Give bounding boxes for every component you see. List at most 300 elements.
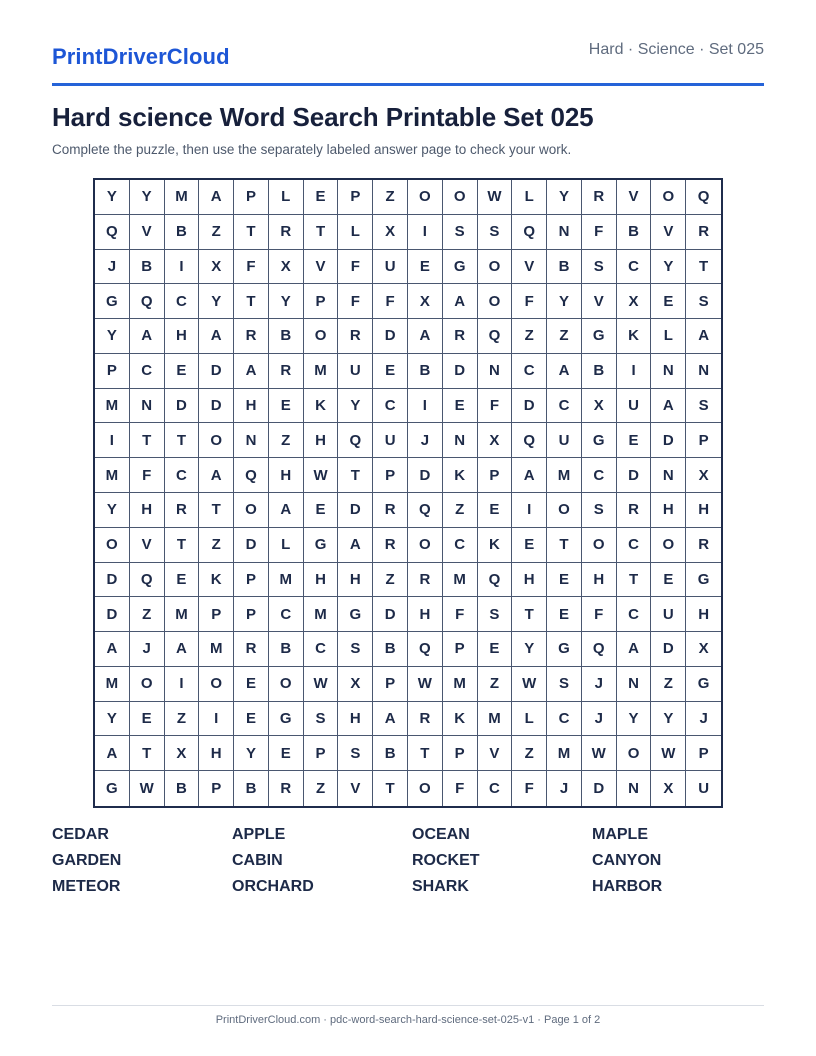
grid-cell: E [408,250,443,285]
grid-cell: Z [199,528,234,563]
grid-cell: D [582,771,617,806]
grid-cell: O [269,667,304,702]
grid-cell: M [547,736,582,771]
grid-cell: H [686,493,721,528]
grid-cell: P [199,597,234,632]
grid-cell: V [304,250,339,285]
grid-cell: N [617,771,652,806]
grid-cell: H [304,563,339,598]
grid-cell: Q [686,180,721,215]
grid-cell: Y [95,319,130,354]
grid-cell: W [651,736,686,771]
grid-cell: T [512,597,547,632]
grid-cell: C [617,597,652,632]
grid-cell: X [478,423,513,458]
grid-cell: W [478,180,513,215]
grid-cell: O [651,180,686,215]
grid-cell: V [130,215,165,250]
grid-cell: H [269,458,304,493]
page-title: Hard science Word Search Printable Set 025 [52,102,594,132]
grid-cell: Q [512,423,547,458]
grid-cell: O [478,284,513,319]
grid-cell: K [443,702,478,737]
grid-cell: T [199,493,234,528]
grid-cell: R [617,493,652,528]
grid-cell: G [269,702,304,737]
grid-cell: B [617,215,652,250]
grid-cell: T [130,423,165,458]
breadcrumb: Hard · Science · Set 025 [588,41,764,58]
grid-cell: W [304,458,339,493]
grid-cell: Y [512,632,547,667]
grid-cell: J [582,702,617,737]
grid-cell: R [338,319,373,354]
word-list-item: SHARK [412,878,469,895]
grid-cell: Q [130,563,165,598]
grid-cell: E [269,736,304,771]
grid-cell: P [234,597,269,632]
grid-cell: E [478,493,513,528]
word-list [52,826,772,896]
grid-cell: I [512,493,547,528]
grid-cell: Z [651,667,686,702]
grid-cell: A [165,632,200,667]
grid-cell: B [373,632,408,667]
grid-cell: D [165,389,200,424]
grid-cell: A [269,493,304,528]
grid-cell: N [686,354,721,389]
grid-cell: Z [199,215,234,250]
grid-cell: N [617,667,652,702]
grid-cell: Z [130,597,165,632]
grid-cell: P [304,736,339,771]
grid-cell: H [130,493,165,528]
grid-cell: Y [338,389,373,424]
grid-cell: X [582,389,617,424]
grid-cell: S [547,667,582,702]
grid-cell: Z [165,702,200,737]
grid-cell: G [95,284,130,319]
word-list-item: GARDEN [52,852,122,869]
grid-cell: X [686,458,721,493]
grid-cell: B [269,632,304,667]
word-list-item: ORCHARD [232,878,314,895]
grid-cell: L [512,702,547,737]
grid-cell: H [165,319,200,354]
grid-cell: I [95,423,130,458]
grid-cell: D [617,458,652,493]
grid-cell: N [234,423,269,458]
grid-cell: Q [582,632,617,667]
grid-cell: R [269,771,304,806]
grid-cell: R [686,528,721,563]
grid-cell: F [443,597,478,632]
grid-cell: F [373,284,408,319]
grid-cell: J [130,632,165,667]
grid-cell: V [130,528,165,563]
grid-cell: N [443,423,478,458]
grid-cell: U [373,250,408,285]
grid-cell: A [234,354,269,389]
grid-cell: O [199,423,234,458]
grid-cell: G [582,319,617,354]
grid-cell: Y [617,702,652,737]
grid-cell: L [338,215,373,250]
grid-cell: T [547,528,582,563]
grid-cell: Q [478,563,513,598]
grid-cell: E [478,632,513,667]
grid-cell: E [651,284,686,319]
grid-cell: V [651,215,686,250]
grid-cell: J [582,667,617,702]
grid-cell: F [234,250,269,285]
grid-cell: M [269,563,304,598]
grid-cell: A [95,632,130,667]
grid-cell: U [698,780,710,798]
grid-cell: Z [373,180,408,215]
grid-cell: P [234,563,269,598]
grid-cell: O [234,493,269,528]
grid-cell: Y [199,284,234,319]
grid-cell: R [443,319,478,354]
grid-cell: T [338,458,373,493]
grid-cell: X [408,284,443,319]
header-divider [52,83,764,86]
grid-cell: M [547,458,582,493]
grid-cell: F [512,771,547,806]
grid-cell: G [686,563,721,598]
grid-cell: A [617,632,652,667]
grid-cell: I [408,215,443,250]
grid-cell: Z [304,771,339,806]
grid-cell: E [547,563,582,598]
grid-cell: E [165,563,200,598]
grid-cell: F [582,597,617,632]
grid-cell: R [686,215,721,250]
grid-cell: U [651,597,686,632]
grid-cell: R [269,354,304,389]
grid-cell: G [686,667,721,702]
grid-cell: O [95,528,130,563]
grid-cell: T [130,736,165,771]
grid-cell: U [547,423,582,458]
grid-cell: T [304,215,339,250]
word-list-item: MAPLE [592,826,648,843]
grid-cell: Y [130,180,165,215]
word-search-grid [93,178,723,808]
grid-cell: F [443,771,478,806]
grid-cell: P [199,771,234,806]
grid-cell: Z [512,736,547,771]
grid-cell: B [547,250,582,285]
grid-cell: X [338,667,373,702]
grid-cell: O [443,180,478,215]
grid-cell: A [338,528,373,563]
grid-cell: H [338,702,373,737]
grid-cell: D [338,493,373,528]
grid-cell: S [443,215,478,250]
word-list-item: CEDAR [52,826,109,843]
grid-cell: Z [547,319,582,354]
grid-cell: Q [512,215,547,250]
grid-cell: S [304,702,339,737]
grid-cell: M [95,458,130,493]
grid-cell: E [165,354,200,389]
grid-cell: I [165,250,200,285]
grid-cell: A [199,180,234,215]
grid-cell: B [165,215,200,250]
grid-cell: B [165,771,200,806]
grid-cell: J [686,702,721,737]
grid-cell: V [338,771,373,806]
grid-cell: H [338,563,373,598]
grid-cell: S [582,250,617,285]
grid-cell: C [547,389,582,424]
grid-cell: B [130,250,165,285]
grid-cell: O [408,528,443,563]
grid-cell: T [234,284,269,319]
grid-cell: D [199,354,234,389]
grid-cell: X [269,250,304,285]
grid-cell: X [373,215,408,250]
grid-cell: E [443,389,478,424]
grid-cell: D [408,458,443,493]
grid-cell: A [199,458,234,493]
grid-cell: E [547,597,582,632]
grid-cell: P [443,632,478,667]
grid-cell: A [547,354,582,389]
grid-cell: N [547,215,582,250]
grid-cell: H [686,597,721,632]
grid-cell: L [651,319,686,354]
grid-cell: T [165,528,200,563]
grid-cell: Z [512,319,547,354]
grid-cell: X [617,284,652,319]
grid-cell: S [338,632,373,667]
grid-cell: A [95,736,130,771]
word-list-item: OCEAN [412,826,470,843]
grid-cell: T [234,215,269,250]
grid-cell: A [512,458,547,493]
grid-cell: Q [338,423,373,458]
grid-cell: D [651,632,686,667]
grid-cell: Y [95,493,130,528]
grid-cell: S [478,597,513,632]
grid-cell: N [478,354,513,389]
grid-cell: Y [95,702,130,737]
grid-cell: C [130,354,165,389]
grid-cell: R [408,563,443,598]
grid-cell: C [443,528,478,563]
grid-cell: J [408,423,443,458]
word-list-item: CABIN [232,852,283,869]
grid-cell: C [582,458,617,493]
grid-cell: V [582,284,617,319]
grid-cell: M [304,354,339,389]
grid-cell: C [617,250,652,285]
grid-cell: S [478,215,513,250]
grid-cell: E [651,563,686,598]
grid-cell: P [373,667,408,702]
grid-cell: V [617,180,652,215]
grid-cell: A [651,389,686,424]
grid-cell: M [199,632,234,667]
grid-cell: S [582,493,617,528]
grid-cell: R [408,702,443,737]
grid-cell: D [443,354,478,389]
grid-cell: M [443,667,478,702]
grid-cell: N [651,458,686,493]
grid-cell: Q [234,458,269,493]
grid-cell: X [199,250,234,285]
grid-cell: B [582,354,617,389]
grid-cell: M [165,180,200,215]
grid-cell: H [304,423,339,458]
grid-cell: O [651,528,686,563]
grid-cell: R [165,493,200,528]
grid-cell: W [130,771,165,806]
grid-cell: Z [269,423,304,458]
word-list-item: HARBOR [592,878,663,895]
grid-cell: Z [478,667,513,702]
grid-cell: C [512,354,547,389]
grid-cell: O [617,736,652,771]
grid-cell: O [304,319,339,354]
grid-cell: Z [443,493,478,528]
grid-cell: E [617,423,652,458]
grid-cell: H [234,389,269,424]
grid-cell: B [269,319,304,354]
grid-cell: G [304,528,339,563]
grid-cell: N [651,354,686,389]
grid-cell: E [304,180,339,215]
grid-cell: O [408,771,443,806]
grid-cell: A [130,319,165,354]
grid-cell: H [651,493,686,528]
grid-cell: H [408,597,443,632]
grid-cell: O [478,250,513,285]
grid-cell: C [478,771,513,806]
grid-cell: V [478,736,513,771]
grid-cell: C [373,389,408,424]
grid-cell: O [582,528,617,563]
grid-cell: Q [95,215,130,250]
grid-cell: M [95,667,130,702]
grid-cell: C [269,597,304,632]
grid-cell: O [547,493,582,528]
grid-cell: H [199,736,234,771]
grid-cell: R [373,493,408,528]
grid-cell: N [130,389,165,424]
grid-cell: G [443,250,478,285]
grid-cell: Y [651,702,686,737]
grid-cell: A [199,319,234,354]
grid-cell: Y [547,180,582,215]
grid-cell: X [686,632,721,667]
grid-cell: I [617,354,652,389]
word-list-item: METEOR [52,878,121,895]
grid-cell: A [373,702,408,737]
page-subtitle: Complete the puzzle, then use the separately labeled answer page to check your work. [52,142,572,157]
grid-cell: F [582,215,617,250]
grid-cell: O [408,180,443,215]
grid-cell: P [478,458,513,493]
grid-cell: Y [234,736,269,771]
grid-cell: T [617,563,652,598]
grid-cell: U [338,354,373,389]
grid-cell: C [304,632,339,667]
grid-cell: R [234,319,269,354]
grid-cell: G [95,771,130,806]
grid-cell: L [269,180,304,215]
grid-cell: M [304,597,339,632]
grid-cell: X [165,736,200,771]
grid-cell: T [165,423,200,458]
grid-cell: T [373,771,408,806]
grid-cell: B [234,771,269,806]
grid-cell: V [512,250,547,285]
grid-cell: P [95,354,130,389]
grid-cell: H [582,563,617,598]
grid-cell: W [582,736,617,771]
grid-cell: K [478,528,513,563]
grid-cell: H [512,563,547,598]
grid-cell: G [338,597,373,632]
grid-cell: J [95,250,130,285]
grid-cell: D [512,389,547,424]
grid-cell: Y [547,284,582,319]
grid-cell: E [512,528,547,563]
grid-cell: B [408,354,443,389]
grid-cell: E [269,389,304,424]
grid-cell: K [199,563,234,598]
word-list-item: CANYON [592,852,662,869]
grid-cell: P [373,458,408,493]
grid-cell: C [165,284,200,319]
grid-cell: E [130,702,165,737]
grid-cell: W [512,667,547,702]
grid-cell: Q [408,632,443,667]
grid-cell: X [651,771,686,806]
grid-cell: L [512,180,547,215]
brand-logo: PrintDriverCloud [52,44,230,69]
grid-cell: L [269,528,304,563]
grid-cell: S [686,389,721,424]
grid-cell: A [408,319,443,354]
grid-cell: Q [478,319,513,354]
grid-cell: U [617,389,652,424]
grid-cell: F [338,284,373,319]
footer-divider [52,1005,764,1006]
grid-cell: R [582,180,617,215]
grid-cell: Y [651,250,686,285]
grid-cell: K [617,319,652,354]
grid-cell: D [95,597,130,632]
grid-cell: D [651,423,686,458]
grid-cell: D [373,597,408,632]
grid-cell: A [443,284,478,319]
grid-cell: P [443,736,478,771]
grid-cell: B [373,736,408,771]
grid-cell: E [234,702,269,737]
grid-cell: W [304,667,339,702]
grid-cell: I [408,389,443,424]
grid-cell: E [234,667,269,702]
grid-cell: R [373,528,408,563]
grid-cell: Y [269,284,304,319]
grid-cell: Z [373,563,408,598]
grid-cell: P [234,180,269,215]
